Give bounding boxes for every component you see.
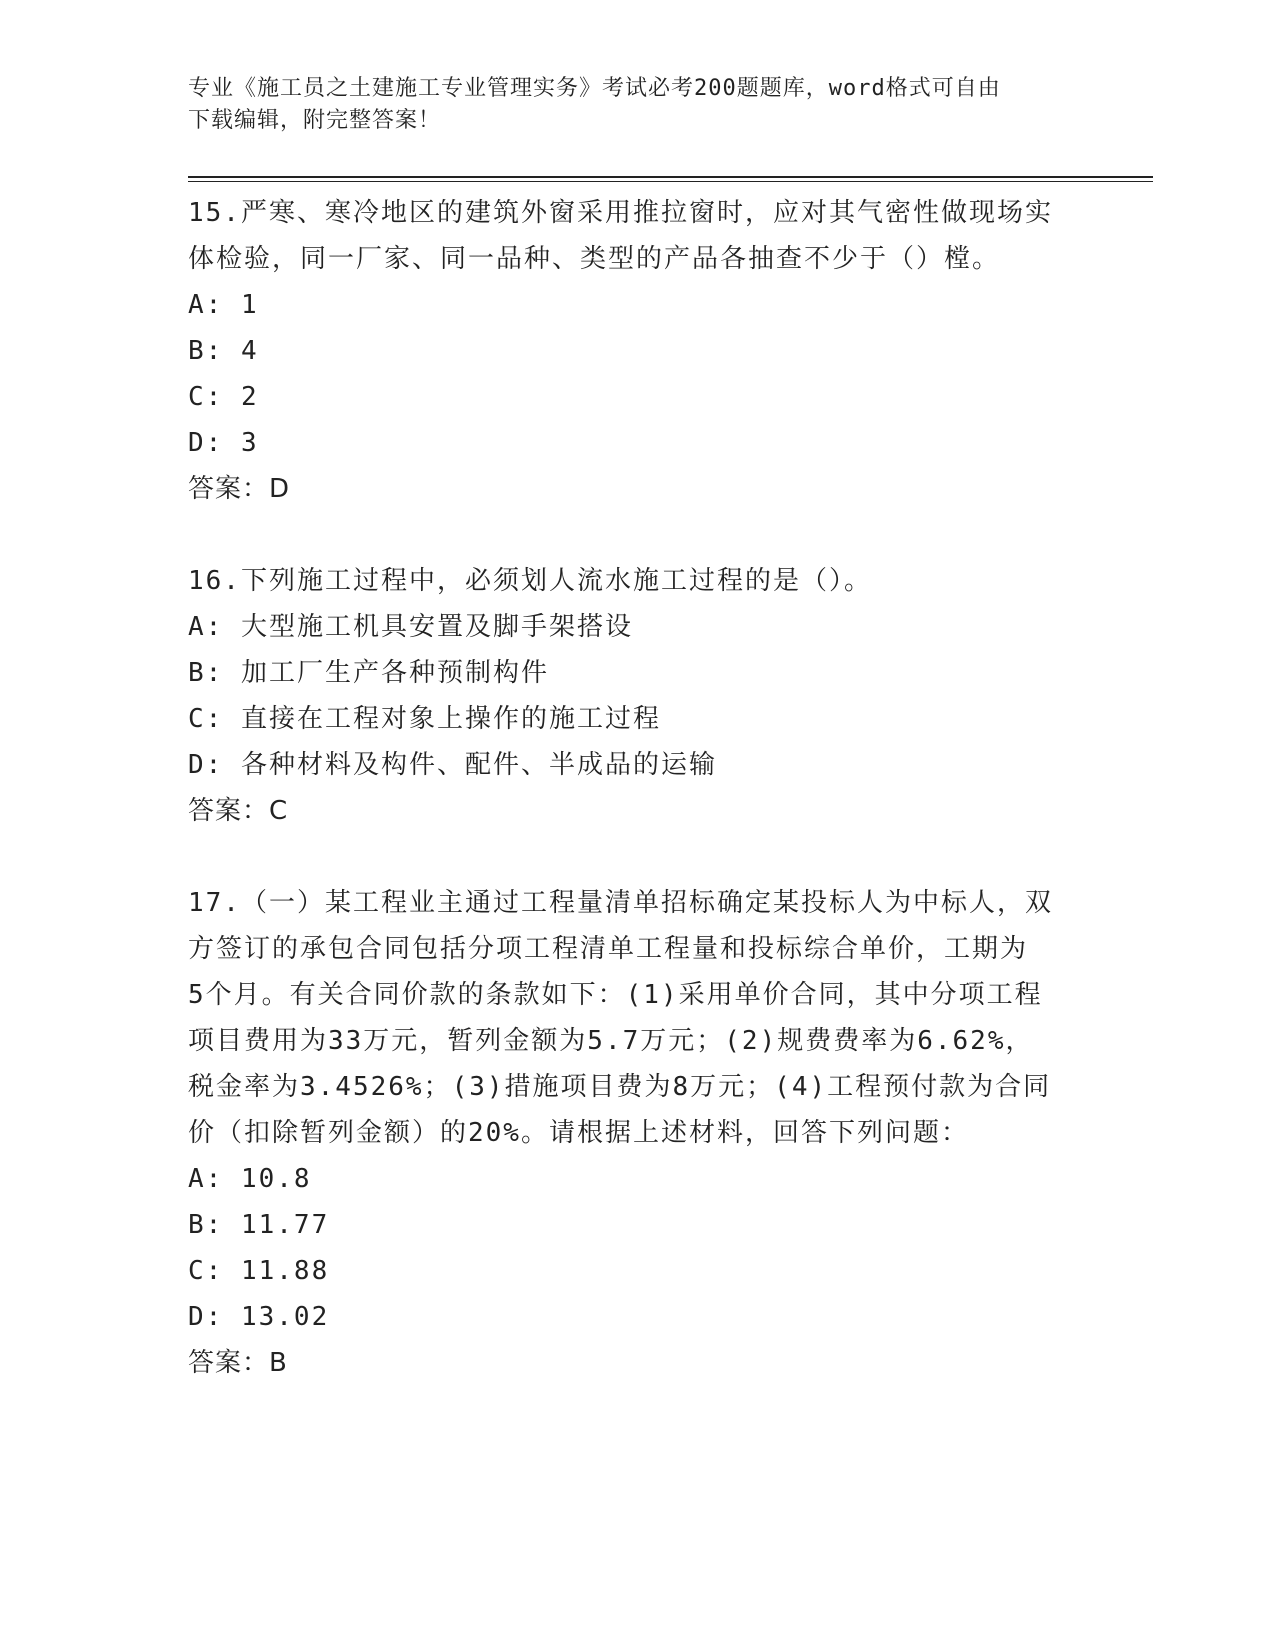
- option-a: A: 10.8: [188, 1164, 312, 1194]
- question-text-line: 15.严寒、寒冷地区的建筑外窗采用推拉窗时，应对其气密性做现场实: [188, 198, 1053, 228]
- option-a: A: 大型施工机具安置及脚手架搭设: [188, 612, 633, 642]
- option-b: B: 11.77: [188, 1210, 330, 1240]
- question-text-line: 5个月。有关合同价款的条款如下：(1)采用单价合同，其中分项工程: [188, 980, 1043, 1010]
- option-a: A: 1: [188, 290, 259, 320]
- header-rule-thick: [188, 176, 1153, 178]
- answer: 答案：B: [188, 1348, 288, 1378]
- question-15: [188, 190, 1088, 512]
- question-text-line: 方签订的承包合同包括分项工程清单工程量和投标综合单价，工期为: [188, 934, 1029, 964]
- option-c: C: 直接在工程对象上操作的施工过程: [188, 704, 661, 734]
- header-line-1: 专业《施工员之土建施工专业管理实务》考试必考200题题库，word格式可自由: [188, 76, 1001, 101]
- option-c: C: 2: [188, 382, 259, 412]
- question-list: [188, 190, 1088, 1386]
- question-text-line: 16.下列施工过程中，必须划人流水施工过程的是（）。: [188, 566, 872, 596]
- question-text-line: 体检验，同一厂家、同一品种、类型的产品各抽查不少于（）樘。: [188, 244, 1001, 274]
- question-text-line: 项目费用为33万元，暂列金额为5.7万元；(2)规费费率为6.62%，: [188, 1026, 1034, 1056]
- spacer: [188, 512, 1088, 558]
- option-d: D: 3: [188, 428, 259, 458]
- spacer: [188, 834, 1088, 880]
- answer: 答案：D: [188, 474, 291, 504]
- option-b: B: 4: [188, 336, 259, 366]
- question-text-line: 税金率为3.4526%；(3)措施项目费为8万元；(4)工程预付款为合同: [188, 1072, 1052, 1102]
- question-16: [188, 558, 1088, 834]
- question-text-line: 价（扣除暂列金额）的20%。请根据上述材料，回答下列问题：: [188, 1118, 969, 1148]
- option-d: D: 各种材料及构件、配件、半成品的运输: [188, 750, 717, 780]
- document-header: [188, 73, 1068, 137]
- question-17: [188, 880, 1088, 1386]
- option-c: C: 11.88: [188, 1256, 330, 1286]
- header-rule-thin: [188, 181, 1153, 182]
- answer: 答案：C: [188, 796, 289, 826]
- question-text-line: 17.（一）某工程业主通过工程量清单招标确定某投标人为中标人，双: [188, 888, 1053, 918]
- option-d: D: 13.02: [188, 1302, 330, 1332]
- option-b: B: 加工厂生产各种预制构件: [188, 658, 549, 688]
- header-line-2: 下载编辑，附完整答案！: [188, 108, 442, 133]
